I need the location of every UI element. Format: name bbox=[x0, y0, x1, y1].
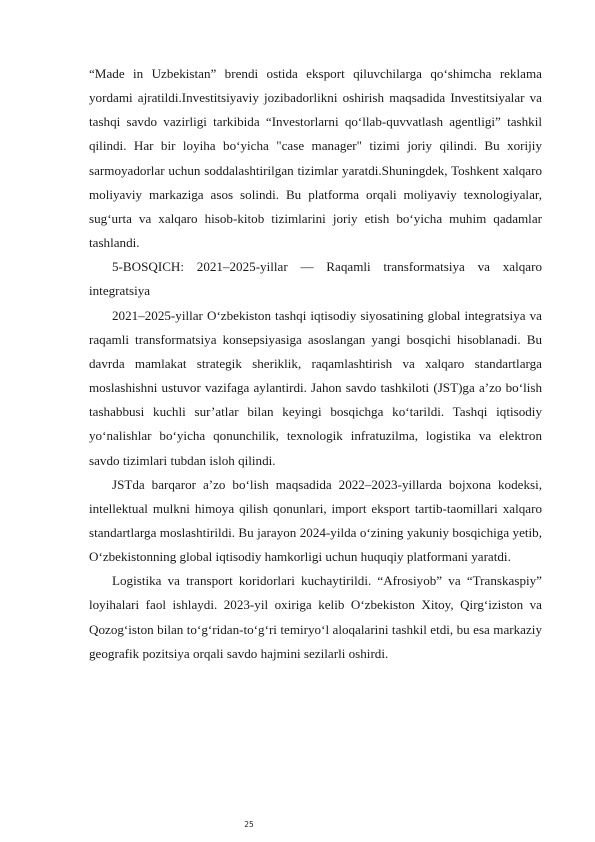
section-heading-stage-5: 5-BOSQICH: 2021–2025-yillar — Raqamli transformatsiya va xalqaro integratsiya bbox=[89, 259, 542, 299]
paragraph-wto-membership: JSTda barqaror a’zo bo‘lish maqsadida 2022–2023-yillarda bojxona kodeksi, intellektual mulkni himoya qilish qonunlari, import eksport tartib-taomillari xalqaro standartlarga moslashtirildi. Bu jarayon 2024-yilda o‘zining yakuniy bosqichiga yetib, O‘zbekistonning global iqtisodiy hamkorligi uchun huquqiy platformani yaratdi. bbox=[89, 476, 542, 565]
paragraph-digital-transformation: 2021–2025-yillar O‘zbekiston tashqi iqtisodiy siyosatining global integratsiya va raqamli transformatsiya konsepsiyasiga asoslangan yangi bosqichi hisoblanadi. Bu davrda mamlakat strategik sheriklik, raqamlashtirish va xalqaro standartlarga moslashishni ustuvor vazifaga aylantirdi. Jahon savdo tashkiloti (JST)ga a’zo bo‘lish tashabbusi kuchli sur’atlar bilan keyingi bosqichga ko‘tarildi. Tashqi iqtisodiy yo‘nalishlar bo‘yicha qonunchilik, texnologik infratuzilma, logistika va elektron savdo tizimlari tubdan isloh qilindi. bbox=[89, 307, 542, 468]
paragraph-logistics-corridors: Logistika va transport koridorlari kuchaytirildi. “Afrosiyob” va “Transkaspiy” loyihalari faol ishlaydi. 2023-yil oxiriga kelib O‘zbekiston Xitoy, Qirg‘iziston va Qozog‘iston bilan to‘g‘ridan-to‘g‘ri temiryo‘l aloqalarini tashkil etdi, bu esa markaziy geografik pozitsiya orqali savdo hajmini sezilarli oshirdi. bbox=[89, 573, 542, 661]
page-number: 25 bbox=[244, 820, 254, 829]
paragraph-made-in-uzbekistan: “Made in Uzbekistan” brendi ostida eksport qiluvchilarga qo‘shimcha reklama yordami ajratildi.Investitsiyaviy jozibadorlikni oshirish maqsadida Investitsiyalar va tashqi savdo vazirligi tarkibida “Investorlarni qo‘llab-quvvatlash agentligi” tashkil qilindi. Har bir loyiha bo‘yicha "case manager" tizimi joriy qilindi. Bu xorijiy sarmoyadorlar uchun soddalashtirilgan tizimlar yaratdi.Shuningdek, Toshkent xalqaro moliyaviy markaziga asos solindi. Bu platforma orqali moliyaviy texnologiyalar, sug‘urta va xalqaro hisob-kitob tizimlarini joriy etish bo‘yicha muhim qadamlar tashlandi. bbox=[89, 66, 542, 251]
page-body bbox=[89, 62, 542, 666]
